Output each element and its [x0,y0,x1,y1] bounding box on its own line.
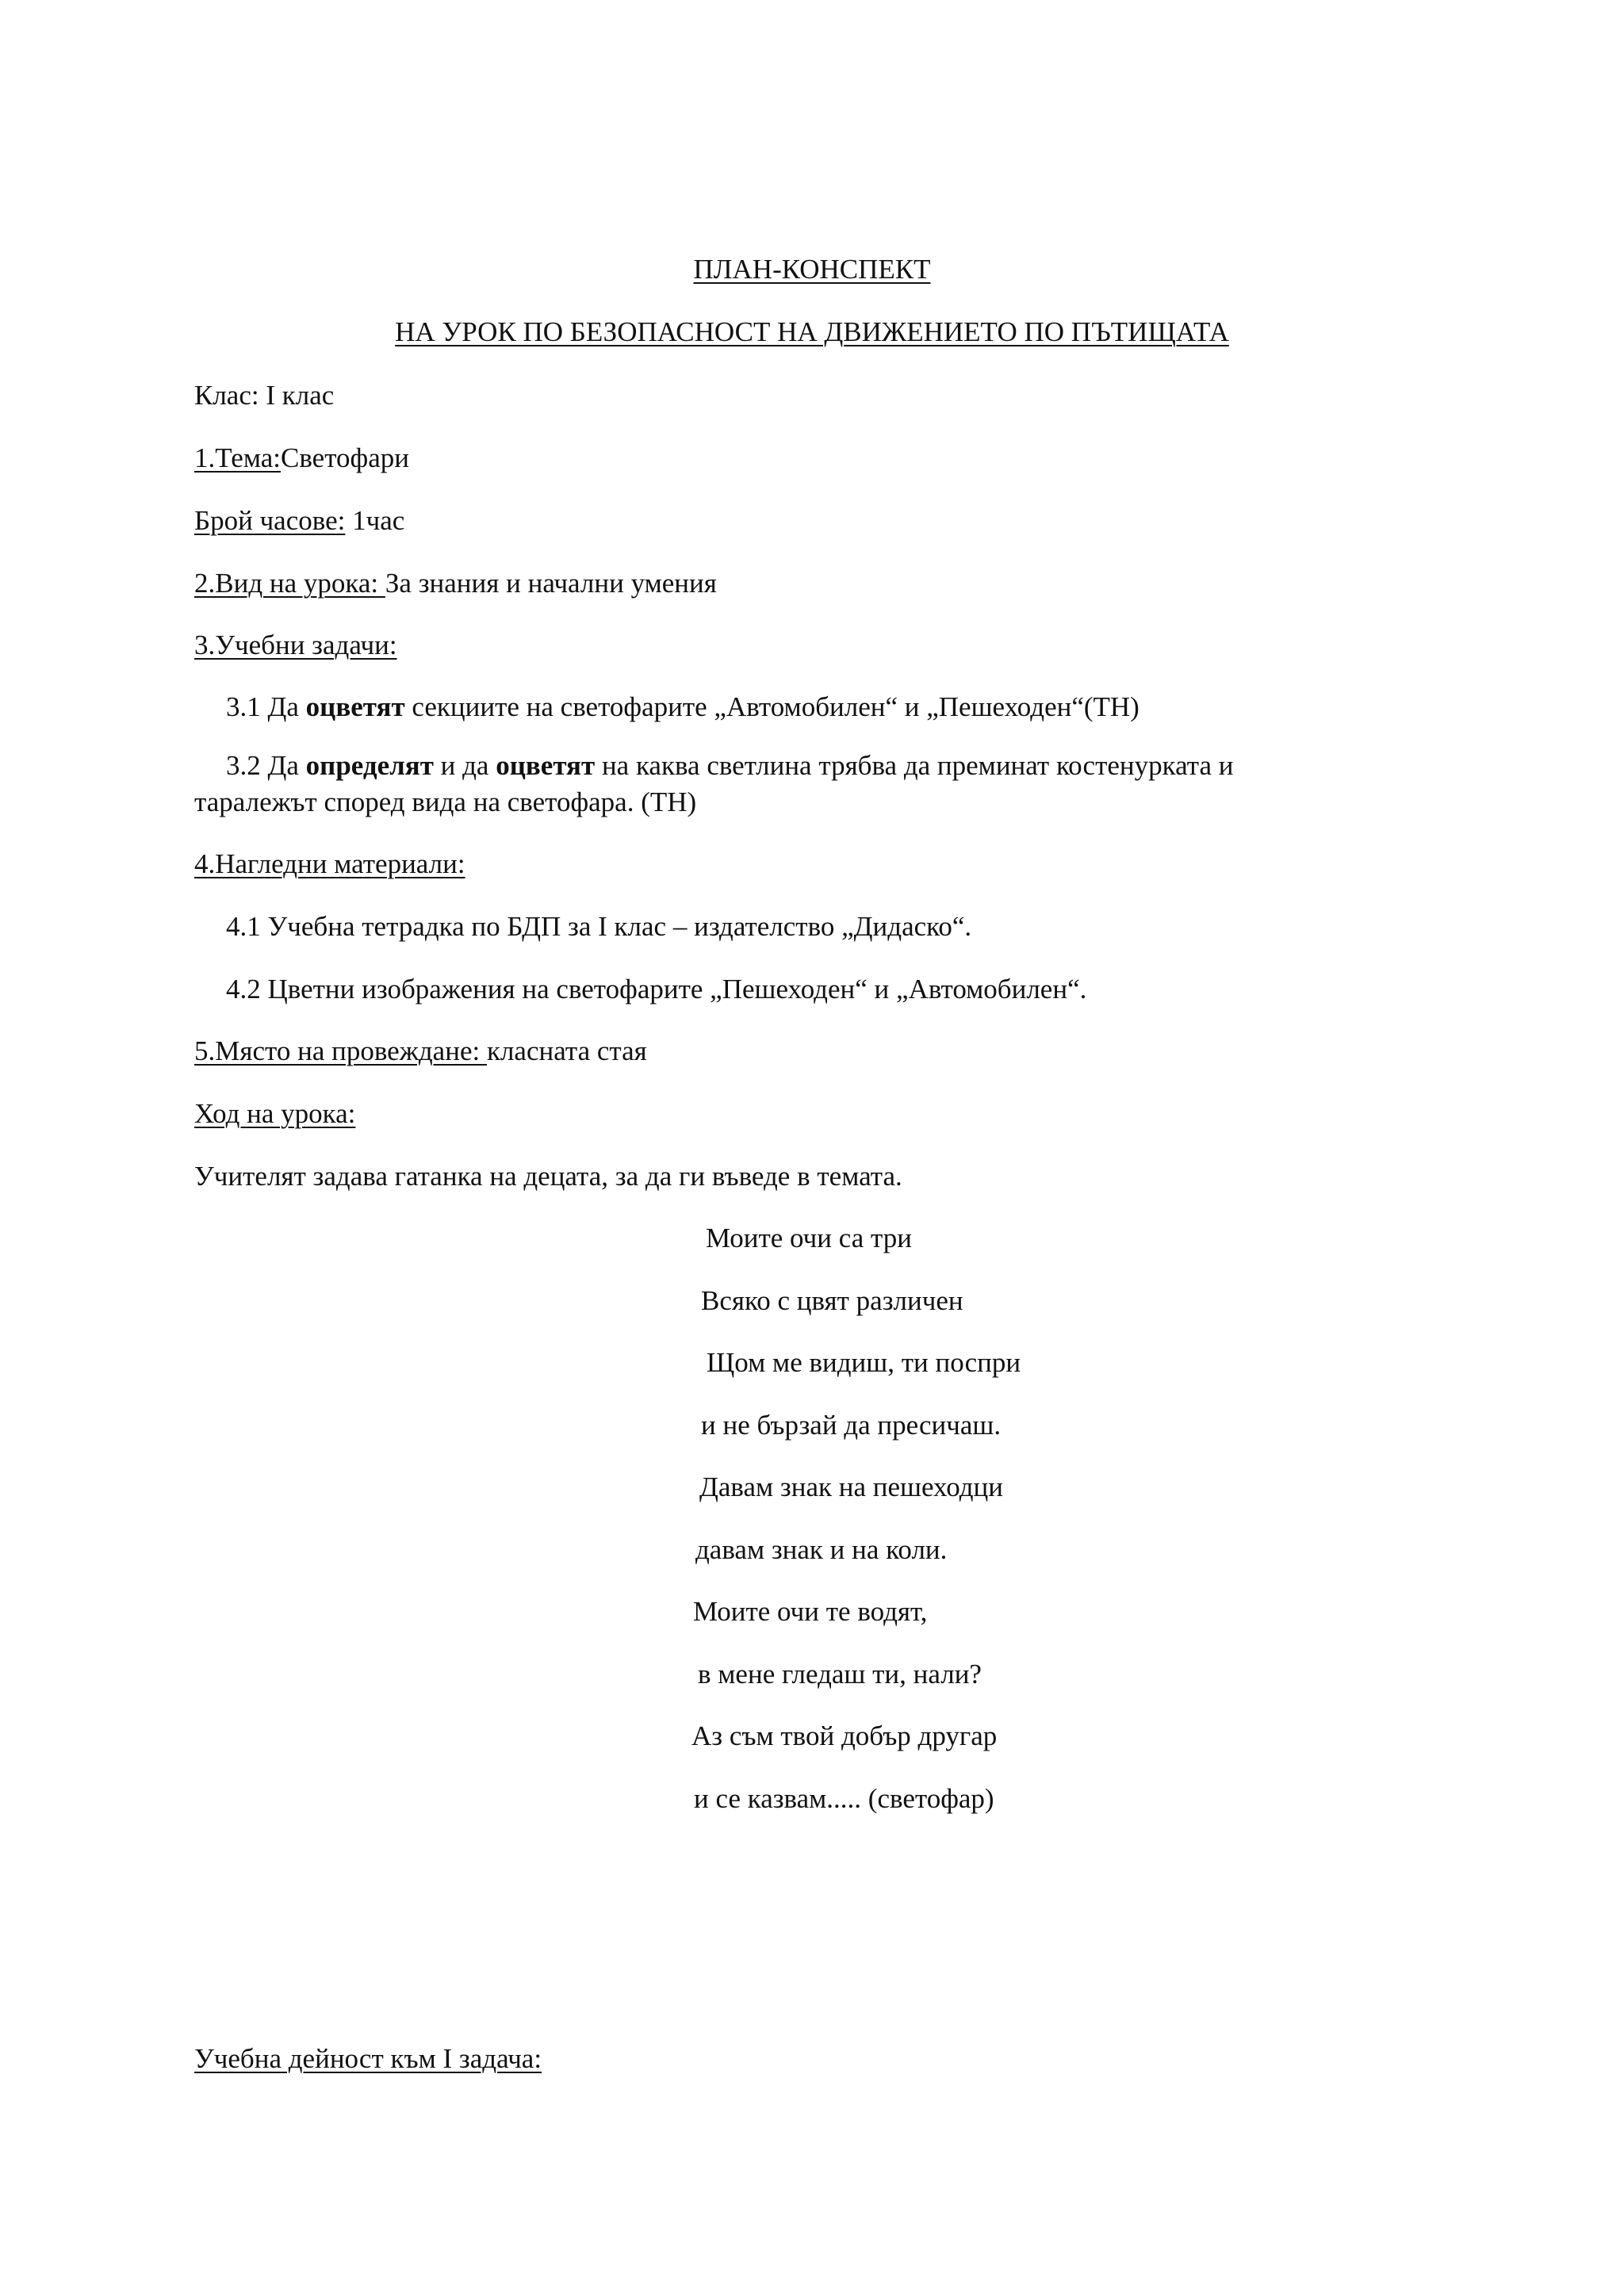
riddle-line: Аз съм твой добър другар [691,1720,998,1751]
lesson-type-label: 2.Вид на урока: [194,568,385,599]
document-subtitle-text: НА УРОК ПО БЕЗОПАСНОСТ НА ДВИЖЕНИЕТО ПО ПЪТИЩАТА [395,316,1229,347]
riddle-line: Моите очи са три [706,1223,912,1253]
hours-line [194,503,404,538]
riddle-line: и се казвам..... (светофар) [694,1783,994,1814]
riddle-line: в мене гледаш ти, нали? [698,1659,982,1689]
place-value: класната стая [486,1035,647,1066]
materials-heading: 4.Нагледни материали: [194,848,465,879]
hours-value: 1час [345,505,405,536]
place-line [194,1034,647,1069]
riddle-line: давам знак и на коли. [695,1534,948,1565]
riddle-line: Моите очи те водят, [693,1596,928,1627]
task-3-1-rest: секциите на светофарите „Автомобилен“ и „Пешеходен“(ТН) [404,691,1139,722]
flow-heading: Ход на урока: [194,1098,356,1129]
task-3-1 [226,690,1139,725]
activity-heading: Учебна дейност към I задача: [194,2043,542,2074]
place-label: 5.Място на провеждане: [194,1035,487,1066]
task-3-2 [226,748,1234,783]
intro-line: Учителят задава гатанка на децата, за да ги въведе в темата. [194,1161,902,1192]
riddle-line: Щом ме видиш, ти поспри [707,1347,1021,1378]
task-3-2-prefix: 3.2 Да [226,750,306,781]
material-4-1: 4.1 Учебна тетрадка по БДП за I клас – издателство „Дидаско“. [226,911,972,942]
riddle-line: и не бързай да пресичаш. [701,1410,1002,1441]
topic-value: Светофари [281,442,409,473]
task-3-2-bold-2: оцветят [496,750,596,781]
riddle-line: Давам знак на пешеходци [699,1471,1003,1502]
topic-label: 1.Тема: [194,442,281,473]
topic-line [194,441,409,476]
material-4-2: 4.2 Цветни изображения на светофарите „Пешеходен“ и „Автомобилен“. [226,974,1087,1004]
task-3-2-line-2: таралежът според вида на светофара. (ТН) [194,786,697,817]
task-3-2-rest: на каква светлина трябва да преминат костенурката и [595,750,1234,781]
lesson-type-line [194,566,717,601]
tasks-heading: 3.Учебни задачи: [194,629,397,660]
hours-label: Брой часове: [194,505,346,536]
task-3-2-bold-1: определят [305,750,434,781]
task-3-1-prefix: 3.1 Да [226,691,306,722]
document-subtitle [0,315,1624,350]
task-3-1-bold: оцветят [305,691,405,722]
document-title: ПЛАН-КОНСПЕКТ [693,254,931,285]
lesson-type-value: За знания и начални умения [385,568,717,599]
task-3-2-mid: и да [433,750,496,781]
riddle-line: Всяко с цвят различен [701,1285,963,1316]
class-line: Клас: I клас [194,380,335,411]
